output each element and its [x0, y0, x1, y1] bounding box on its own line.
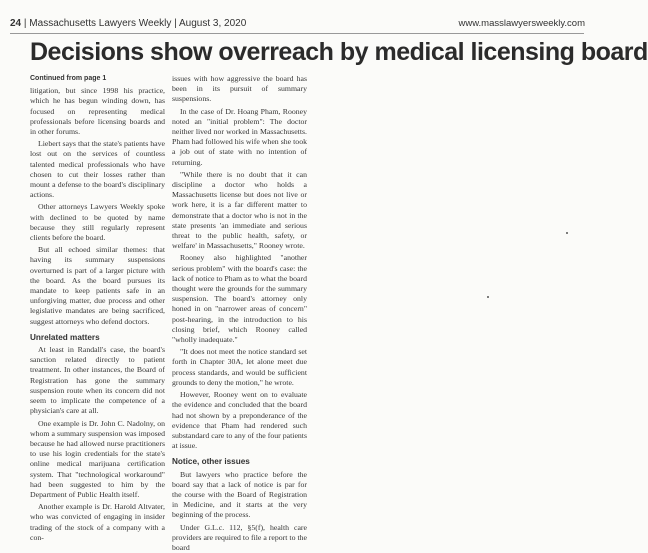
page-header: [10, 18, 585, 32]
article-column-2: [172, 74, 307, 552]
issue-date: August 3, 2020: [179, 18, 247, 29]
header-separator: |: [23, 18, 30, 29]
paragraph: One example is Dr. John C. Nadolny, on whom a summary suspension was imposed because he had allowed nurse practitioners to use his login credentials for the state's online medical marijuana certification system. That "technological workaround" had been suggested to him by the Department of Public Health itself.: [30, 418, 165, 499]
header-left: [10, 18, 246, 29]
paragraph: Rooney also highlighted "another serious problem" with the board's case: the lack of notice to Pham as to what the board thought were the grounds for the summary suspension. The board's attorney only honed in on "narrower areas of concern" post-hearing, in the introduction to his closing brief, which Rooney called "wholly inadequate.": [172, 253, 307, 345]
subhead: Unrelated matters: [30, 332, 100, 342]
page-number: 24: [10, 18, 22, 29]
stray-mark: [487, 296, 489, 298]
paragraph: At least in Randall's case, the board's sanction related directly to patient treatment. In other instances, the Board of Registration has gone the summary suspension route when its concern did not seem to implicate the competence of a physician's care at all.: [30, 345, 165, 416]
paragraph: issues with how aggressive the board has been in its pursuit of summary suspensions.: [172, 74, 307, 104]
paragraph: In the case of Dr. Hoang Pham, Rooney noted an "initial problem": The doctor neither lived nor worked in Massachusetts. Pham had followed his wife when she took a job out of state with no intention of returning.: [172, 106, 307, 167]
subhead: Notice, other issues: [172, 457, 250, 467]
header-rule: [10, 33, 584, 34]
paragraph: Under G.L.c. 112, §5(f), health care providers are required to file a report to the board: [172, 522, 307, 552]
paragraph: Liebert says that the state's patients have lost out on the services of countless talented medical professionals who have chosen to cut their losses rather than mount a defense to the board's disciplinary actions.: [30, 139, 165, 200]
paragraph: Other attorneys Lawyers Weekly spoke with declined to be quoted by name because they still regularly represent clients before the board.: [30, 202, 165, 243]
article-column-1: [30, 74, 165, 542]
headline: Decisions show overreach by medical licensing board: [30, 38, 648, 66]
paragraph: "It does not meet the notice standard set forth in Chapter 30A, let alone meet due process standards, and would be sufficient grounds to deny the motion," he wrote.: [172, 347, 307, 387]
paragraph: "While there is no doubt that it can discipline a doctor who holds a Massachusetts license but does not live or work here, it is a far different matter to demonstrate that a doctor who is not in the state presents 'an immediate and serious threat to the public health, safety, or welfare' in Massachusetts," Rooney wrote.: [172, 169, 307, 251]
paragraph: Another example is Dr. Harold Altvater, who was convicted of engaging in insider trading of the stock of a company with a con-: [30, 502, 165, 542]
paragraph: But all echoed similar themes: that having its summary suspensions overturned is part of a larger picture with the board. As the board pursues its mandate to keep patients safe in an unforgiving matter, due process and other legislative mandates are being sacrificed, suggest attorneys who defend doctors.: [30, 245, 165, 326]
paragraph: But lawyers who practice before the board say that a lack of notice is par for the course with the Board of Registration in Medicine, and it starts at the very beginning of the process.: [172, 469, 307, 520]
stray-mark: [566, 232, 568, 234]
continued-note: Continued from page 1: [30, 75, 107, 82]
website-url: www.masslawyersweekly.com: [458, 18, 585, 29]
header-separator: |: [174, 18, 179, 29]
paragraph: However, Rooney went on to evaluate the evidence and concluded that the board had not shown by a preponderance of the evidence that Pham had rendered such substandard care to any of the four patients at issue.: [172, 390, 307, 451]
publication-name: Massachusetts Lawyers Weekly: [29, 18, 172, 29]
paragraph: litigation, but since 1998 his practice, which he has begun winding down, has focused on representing medical professionals before licensing boards and in other forums.: [30, 86, 165, 137]
